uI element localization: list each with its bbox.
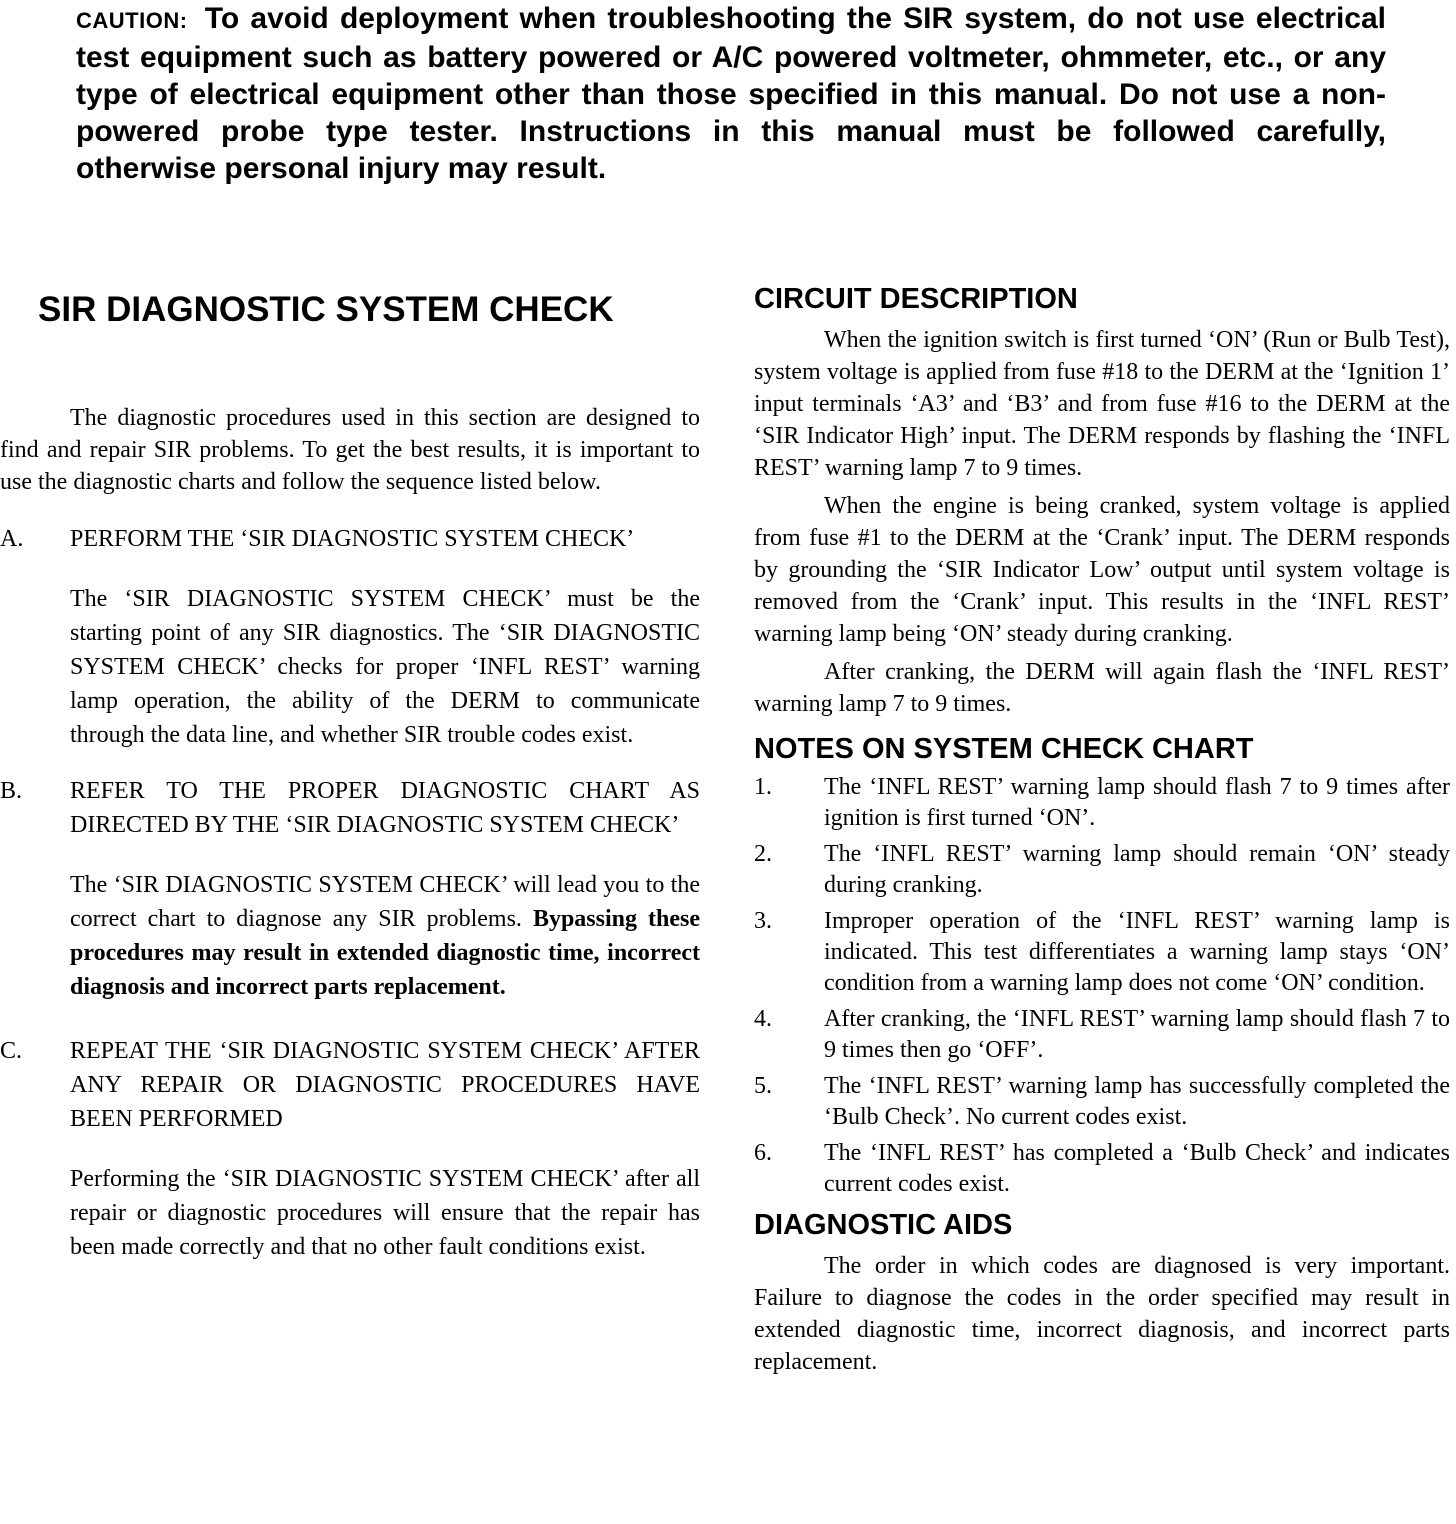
caution-label: CAUTION: <box>76 8 188 33</box>
caution-block <box>76 0 1386 187</box>
list-item <box>754 839 1450 901</box>
list-item <box>754 906 1450 999</box>
step-heading: REFER TO THE PROPER DIAGNOSTIC CHART AS DIRECTED BY THE ‘SIR DIAGNOSTIC SYSTEM CHECK’ <box>70 778 700 838</box>
step-letter: B. <box>0 778 23 804</box>
list-item <box>754 1071 1450 1133</box>
list-item <box>754 1138 1450 1200</box>
note-number: 4. <box>754 1006 772 1032</box>
step-c <box>0 1034 700 1264</box>
step-description-bold: Bypassing these procedures may result in extended diagnostic time, incorrect diagnosis and incorrect parts replacement. <box>70 906 700 1000</box>
note-text: The ‘INFL REST’ has completed a ‘Bulb Check’ and indicates current codes exist. <box>824 1140 1450 1197</box>
note-number: 6. <box>754 1140 772 1166</box>
step-description: The ‘SIR DIAGNOSTIC SYSTEM CHECK’ must be the starting point of any SIR diagnostics. The ‘SIR DIAGNOSTIC SYSTEM CHECK’ checks for proper ‘INFL REST’ warning lamp operation, the ability of the DERM to communicate through the data line, and whether SIR trouble codes exist. <box>70 586 700 748</box>
step-a <box>0 522 700 752</box>
step-heading: PERFORM THE ‘SIR DIAGNOSTIC SYSTEM CHECK’ <box>70 526 635 552</box>
note-number: 2. <box>754 841 772 867</box>
diagnostic-aids-heading: DIAGNOSTIC AIDS <box>754 1209 1013 1241</box>
note-text: The ‘INFL REST’ warning lamp has successfully completed the ‘Bulb Check’. No current codes exist. <box>824 1073 1450 1130</box>
intro-paragraph: The diagnostic procedures used in this section are designed to find and repair SIR problems. To get the best results, it is important to use the diagnostic charts and follow the sequence listed below. <box>0 405 700 495</box>
step-description-plain: The ‘SIR DIAGNOSTIC SYSTEM CHECK’ will lead you to the correct chart to diagnose any SIR problems. <box>70 872 700 932</box>
diagnostic-aids-paragraph: The order in which codes are diagnosed is very important. Failure to diagnose the codes in the order specified may result in extended diagnostic time, incorrect diagnosis, and incorrect parts replacement. <box>754 1253 1450 1375</box>
caution-text: To avoid deployment when troubleshooting the SIR system, do not use electrical test equipment such as battery powered or A/C powered voltmeter, ohmmeter, etc., or any type of electrical equipment other than those specified in this manual. Do not use a non-powered probe type tester. Instructions in this manual must be followed carefully, otherwise personal injury may result. <box>76 2 1386 185</box>
note-text: The ‘INFL REST’ warning lamp should flash 7 to 9 times after ignition is first turned ‘ON’. <box>824 774 1450 831</box>
circuit-paragraph: After cranking, the DERM will again flash the ‘INFL REST’ warning lamp 7 to 9 times. <box>754 659 1450 717</box>
note-text: The ‘INFL REST’ warning lamp should remain ‘ON’ steady during cranking. <box>824 841 1450 898</box>
step-letter: C. <box>0 1038 23 1064</box>
step-description: Performing the ‘SIR DIAGNOSTIC SYSTEM CHECK’ after all repair or diagnostic procedures will ensure that the repair has been made correctly and that no other fault conditions exist. <box>70 1166 700 1260</box>
notes-heading: NOTES ON SYSTEM CHECK CHART <box>754 733 1254 765</box>
right-column <box>754 280 1450 1378</box>
note-number: 5. <box>754 1073 772 1099</box>
circuit-description-heading: CIRCUIT DESCRIPTION <box>754 283 1078 315</box>
page-title: SIR DIAGNOSTIC SYSTEM CHECK <box>38 290 614 329</box>
step-description <box>70 868 700 1004</box>
list-item <box>754 1004 1450 1066</box>
note-number: 3. <box>754 908 772 934</box>
note-text: After cranking, the ‘INFL REST’ warning lamp should flash 7 to 9 times then go ‘OFF’. <box>824 1006 1450 1063</box>
circuit-paragraph: When the ignition switch is first turned ‘ON’ (Run or Bulb Test), system voltage is applied from fuse #18 to the DERM at the ‘Ignition 1’ input terminals ‘A3’ and ‘B3’ and from fuse #16 to the DERM at the ‘SIR Indicator High’ input. The DERM responds by flashing the ‘INFL REST’ warning lamp 7 to 9 times. <box>754 327 1450 481</box>
notes-list <box>754 772 1450 1200</box>
note-number: 1. <box>754 774 772 800</box>
step-heading: REPEAT THE ‘SIR DIAGNOSTIC SYSTEM CHECK’ AFTER ANY REPAIR OR DIAGNOSTIC PROCEDURES HAVE BEEN PERFORMED <box>70 1038 700 1132</box>
step-b <box>0 774 700 1004</box>
left-column <box>0 280 700 1264</box>
circuit-paragraph: When the engine is being cranked, system voltage is applied from fuse #1 to the DERM at the ‘Crank’ input. The DERM responds by grounding the ‘SIR Indicator Low’ output until system voltage is removed from the ‘Crank’ input. This results in the ‘INFL REST’ warning lamp being ‘ON’ steady during cranking. <box>754 493 1450 647</box>
note-text: Improper operation of the ‘INFL REST’ warning lamp is indicated. This test differentiates a warning lamp stays ‘ON’ condition from a warning lamp does not come ‘ON’ condition. <box>824 908 1450 996</box>
step-letter: A. <box>0 526 24 552</box>
list-item <box>754 772 1450 834</box>
